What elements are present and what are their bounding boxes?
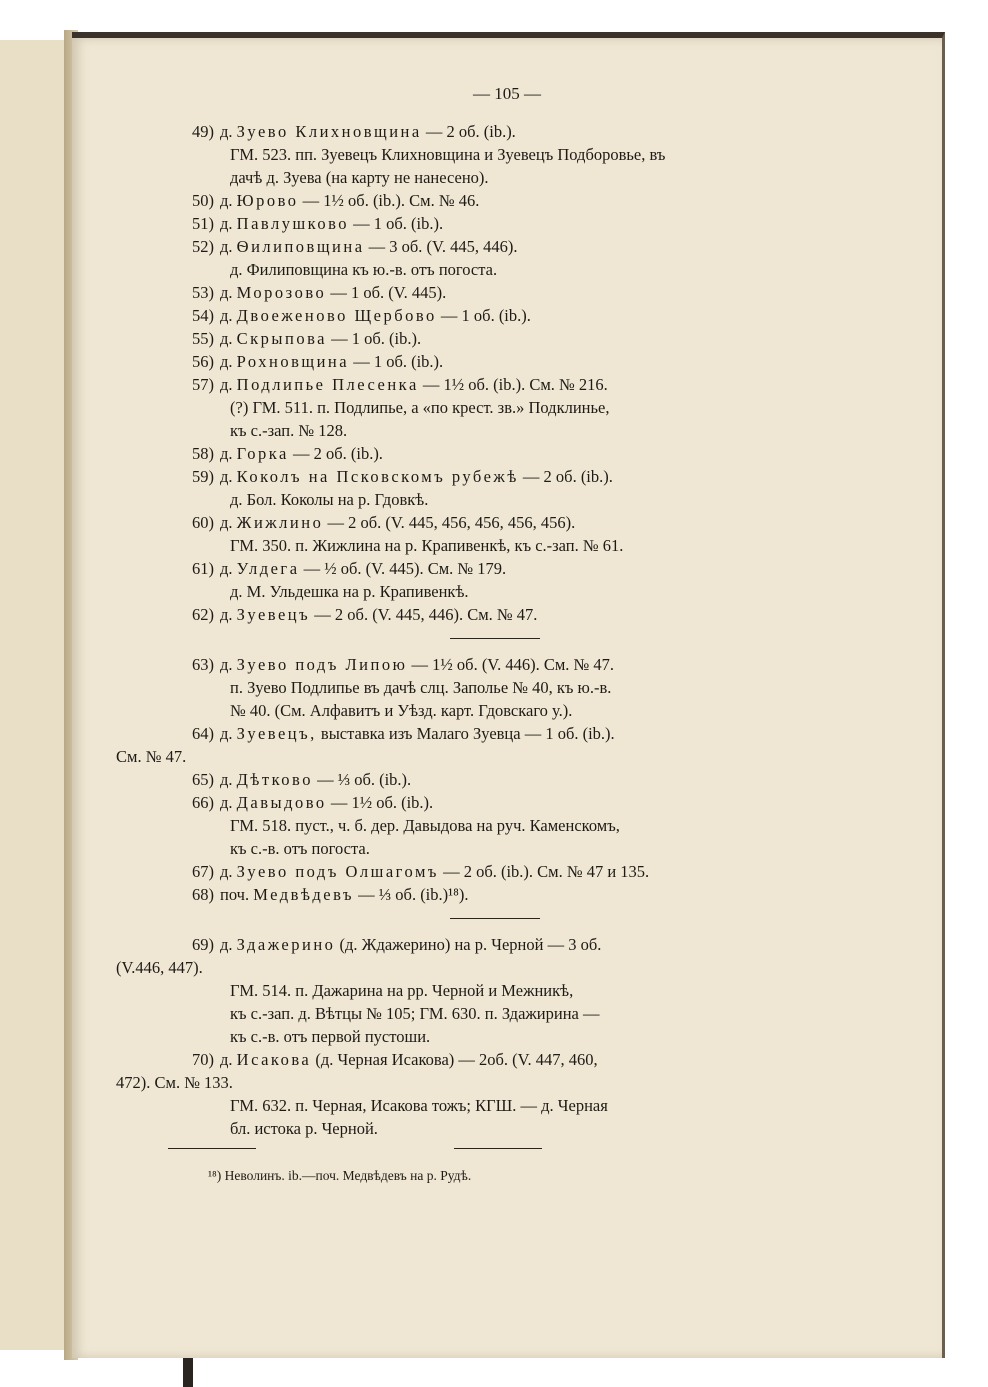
entry-note-line: д. М. Ульдешка на р. Крапивенкѣ. — [230, 582, 469, 601]
entry-details: — 2 об. (V. 445, 456, 456, 456, 456). — [327, 513, 576, 532]
entry-name: Зуево подъ Липою — [236, 655, 408, 674]
entry-number: 56) — [192, 352, 214, 371]
entry-line — [168, 350, 818, 373]
footnote-rules — [168, 1148, 818, 1162]
entry-note-line: д. Бол. Коколы на р. Гдовкѣ. — [230, 490, 429, 509]
entry-number: 70) — [192, 1050, 214, 1069]
entry-number: 49) — [192, 122, 214, 141]
entry-name: Ѳилиповщина — [236, 237, 365, 256]
entry-name: Юрово — [236, 191, 299, 210]
entry-number: 51) — [192, 214, 214, 233]
entry-continuation-line: См. № 47. — [116, 747, 187, 766]
entry-number: 59) — [192, 467, 214, 486]
entry-type: д. — [220, 513, 233, 532]
entry-number: 61) — [192, 559, 214, 578]
entry-note-line: ГМ. 632. п. Черная, Исакова тожъ; КГШ. — д. Черная — [230, 1096, 608, 1115]
entry-details: — 2 об. (ib.). — [522, 467, 613, 486]
entry-type: д. — [220, 770, 233, 789]
entry-type: д. — [220, 1050, 233, 1069]
entry-line — [168, 722, 818, 745]
entry-name: Рохновщина — [236, 352, 350, 371]
entry-type: д. — [220, 306, 233, 325]
entry-note-line: № 40. (См. Алфавитъ и Уѣзд. карт. Гдовскаго у.). — [230, 701, 573, 720]
entry-note-line: къ с.-зап. д. Вѣтцы № 105; ГМ. 630. п. Здажирина — — [230, 1004, 600, 1023]
entry-number: 66) — [192, 793, 214, 812]
section-separator — [450, 918, 540, 919]
entry-note-line: д. Филиповщина къ ю.-в. отъ погоста. — [230, 260, 498, 279]
entry-details: — 2 об. (ib.). — [292, 444, 383, 463]
entry-details: — 1 об. (ib.). — [440, 306, 531, 325]
entry-line — [168, 373, 818, 396]
entry-name: Дѣтково — [236, 770, 313, 789]
footnote-rule — [454, 1148, 542, 1149]
entry-number: 63) — [192, 655, 214, 674]
entry-note-line: (?) ГМ. 511. п. Подлипье, а «по крест. зв.» Подклинье, — [230, 398, 610, 417]
entry-type: д. — [220, 191, 233, 210]
entry-name: Жижлино — [236, 513, 324, 532]
entry-details: (д. Ждажерино) на р. Черной — 3 об. — [339, 935, 602, 954]
entry-type: д. — [220, 559, 233, 578]
entry-details: выставка изъ Малаго Зуевца — 1 об. (ib.). — [320, 724, 615, 743]
entry-line — [168, 768, 818, 791]
entry-note-line: къ с.-в. отъ первой пустоши. — [230, 1027, 431, 1046]
entry-name: Подлипье Плесенка — [236, 375, 419, 394]
entry-continuation-line: (V.446, 447). — [116, 958, 203, 977]
entry-line — [168, 883, 818, 906]
entry-line — [168, 860, 818, 883]
entry-note-line: ГМ. 350. п. Жижлина на р. Крапивенкѣ, къ с.-зап. № 61. — [230, 536, 624, 555]
entry-type: д. — [220, 793, 233, 812]
entry-name: Павлушково — [236, 214, 350, 233]
entry-line — [168, 327, 818, 350]
entry-details: — 1½ об. (V. 446). См. № 47. — [411, 655, 615, 674]
entry-line — [168, 189, 818, 212]
entry-name: Коколъ на Псковскомъ рубежѣ — [236, 467, 519, 486]
footnote: ¹⁸) Неволинъ. ib.—поч. Медвѣдевъ на р. Рудѣ. — [208, 1168, 472, 1183]
entry-type: д. — [220, 467, 233, 486]
entry-type: поч. — [220, 885, 250, 904]
entry-details: — ½ об. (V. 445). См. № 179. — [303, 559, 507, 578]
entry-note-line: п. Зуево Подлипье въ дачѣ слц. Заполье № 40, къ ю.-в. — [230, 678, 612, 697]
section-separator — [450, 638, 540, 639]
entry-name: Зуево подъ Олшагомъ — [236, 862, 439, 881]
entry-continuation-line: 472). См. № 133. — [116, 1073, 233, 1092]
entry-number: 58) — [192, 444, 214, 463]
entry-type: д. — [220, 214, 233, 233]
entry-name: Зуевецъ, — [236, 724, 317, 743]
entry-details: — ⅓ об. (ib.)¹⁸). — [358, 885, 469, 904]
entry-type: д. — [220, 375, 233, 394]
entry-type: д. — [220, 605, 233, 624]
entry-line — [168, 1048, 818, 1071]
entry-number: 62) — [192, 605, 214, 624]
book-page — [72, 32, 945, 1358]
entry-note-line: къ с.-зап. № 128. — [230, 421, 348, 440]
entry-details: — 2 об. (ib.). — [425, 122, 516, 141]
entry-number: 65) — [192, 770, 214, 789]
entry-name: Горка — [236, 444, 289, 463]
entry-name: Зуевецъ — [236, 605, 311, 624]
entry-number: 50) — [192, 191, 214, 210]
entry-line — [168, 235, 818, 258]
entry-note-line: дачѣ д. Зуева (на карту не нанесено). — [230, 168, 489, 187]
entry-line — [168, 304, 818, 327]
entry-type: д. — [220, 237, 233, 256]
entry-type: д. — [220, 724, 233, 743]
entry-number: 54) — [192, 306, 214, 325]
entry-number: 57) — [192, 375, 214, 394]
entry-note-line: ГМ. 514. п. Дажарина на рр. Черной и Межникѣ, — [230, 981, 574, 1000]
entry-details: — ⅓ об. (ib.). — [317, 770, 412, 789]
entry-line — [168, 281, 818, 304]
entry-type: д. — [220, 329, 233, 348]
entry-name: Зуево Клихновщина — [236, 122, 422, 141]
entry-number: 53) — [192, 283, 214, 302]
entry-name: Медвѣдевъ — [253, 885, 355, 904]
entry-number: 52) — [192, 237, 214, 256]
entry-line — [168, 212, 818, 235]
entry-line — [168, 653, 818, 676]
entry-name: Двоеженово Щербово — [236, 306, 437, 325]
entry-details: — 1½ об. (ib.). — [330, 793, 434, 812]
entry-number: 64) — [192, 724, 214, 743]
entry-details: — 2 об. (ib.). См. № 47 и 135. — [443, 862, 650, 881]
entry-name: Улдега — [236, 559, 300, 578]
entry-number: 67) — [192, 862, 214, 881]
entry-type: д. — [220, 862, 233, 881]
entry-details: — 1½ об. (ib.). См. № 216. — [422, 375, 608, 394]
entry-type: д. — [220, 655, 233, 674]
entry-note-line: къ с.-в. отъ погоста. — [230, 839, 370, 858]
entry-name: Давыдово — [236, 793, 327, 812]
entry-name: Морозово — [236, 283, 327, 302]
footnote-rule — [168, 1148, 256, 1149]
entry-number: 69) — [192, 935, 214, 954]
entry-name: Здажерино — [236, 935, 336, 954]
page-text — [116, 120, 818, 1187]
entry-details: — 1 об. (ib.). — [353, 352, 444, 371]
entry-details: — 1 об. (ib.). — [353, 214, 444, 233]
left-page-edge — [0, 40, 66, 1350]
entry-details: — 1½ об. (ib.). См. № 46. — [302, 191, 480, 210]
entry-type: д. — [220, 444, 233, 463]
entry-line — [168, 442, 818, 465]
entry-details: — 1 об. (ib.). — [331, 329, 422, 348]
entry-line — [168, 603, 818, 626]
entry-number: 55) — [192, 329, 214, 348]
entry-line — [168, 933, 818, 956]
entry-type: д. — [220, 122, 233, 141]
entry-details: (д. Черная Исакова) — 2об. (V. 447, 460, — [315, 1050, 598, 1069]
entry-type: д. — [220, 935, 233, 954]
entry-line — [168, 465, 818, 488]
entry-type: д. — [220, 352, 233, 371]
entry-details: — 2 об. (V. 445, 446). См. № 47. — [314, 605, 538, 624]
entry-details: — 1 об. (V. 445). — [330, 283, 447, 302]
entry-note-line: ГМ. 523. пп. Зуевецъ Клихновщина и Зуевецъ Подборовье, въ — [230, 145, 666, 164]
entry-line — [168, 557, 818, 580]
entry-line — [168, 791, 818, 814]
entry-type: д. — [220, 283, 233, 302]
entry-details: — 3 об. (V. 445, 446). — [368, 237, 518, 256]
entry-line — [168, 511, 818, 534]
entry-name: Исакова — [236, 1050, 312, 1069]
entry-note-line: ГМ. 518. пуст., ч. б. дер. Давыдова на руч. Каменскомъ, — [230, 816, 620, 835]
page-number: — 105 — — [473, 84, 541, 103]
entry-line — [168, 120, 818, 143]
entry-name: Скрыпова — [236, 329, 327, 348]
entry-number: 60) — [192, 513, 214, 532]
entry-number: 68) — [192, 885, 214, 904]
entry-note-line: бл. истока р. Черной. — [230, 1119, 378, 1138]
